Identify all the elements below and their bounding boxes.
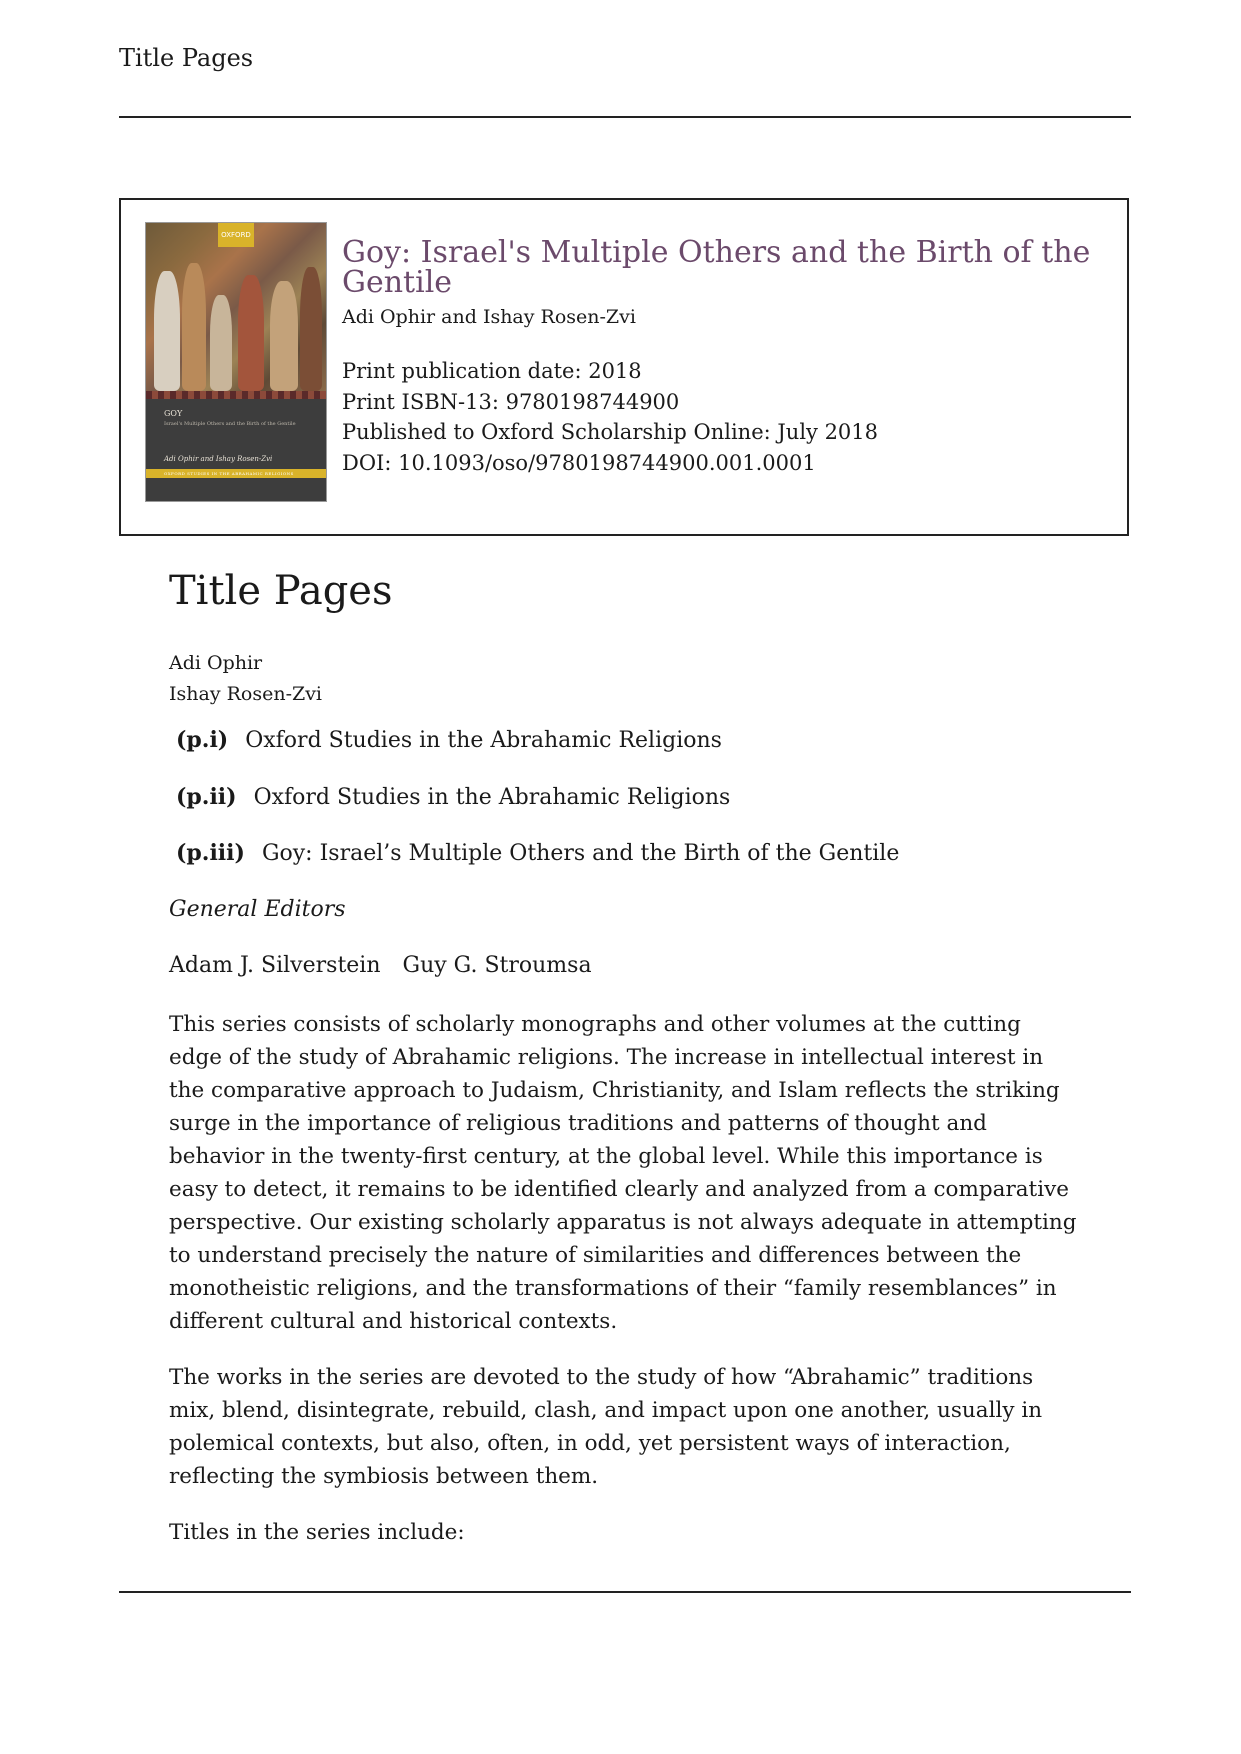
cover-figure [300, 267, 322, 391]
page-number: (p.ii) [176, 783, 237, 810]
cover-figure [270, 281, 298, 391]
book-authors: Adi Ophir and Ishay Rosen-Zvi [342, 306, 636, 328]
cover-subtitle: Israel's Multiple Others and the Birth of the Gentile [164, 421, 296, 427]
book-info-box [119, 198, 1129, 536]
page-text: Oxford Studies in the Abrahamic Religions [253, 784, 731, 810]
cover-figure [238, 275, 264, 391]
page-entry [176, 726, 899, 783]
paragraph: The works in the series are devoted to the study of how “Abrahamic” traditions mix, blend, disintegrate, rebuild, clash, and impact upon one another, usually in polemical contexts, but also, often, in odd, yet persistent ways of interaction, reflecting the symbiosis between them. [169, 1365, 1043, 1489]
cover-figure [154, 271, 180, 391]
editor-name: Guy G. Stroumsa [402, 953, 592, 978]
chapter-title: Title Pages [169, 568, 393, 614]
paragraph: Titles in the series include: [169, 1520, 465, 1545]
header-rule [119, 116, 1131, 118]
book-metadata [342, 356, 878, 478]
footer-rule [119, 1591, 1131, 1593]
series-description [169, 1008, 1079, 1572]
paragraph: This series consists of scholarly monographs and other volumes at the cutting edge of the study of Abrahamic religions. The increase in intellectual interest in the comparative approach to Judaism, Christianity, and Islam reflects the striking surge in the importance of religious traditions and patterns of thought and behavior in the twenty-first century, at the global level. While this importance is easy to detect, it remains to be identified clearly and analyzed from a comparative perspective. Our existing scholarly apparatus is not always adequate in attempting to understand precisely the nature of similarities and differences between the monotheistic religions, and the transformations of their “family resemblances” in different cultural and historical contexts. [169, 1012, 1077, 1334]
page-text: Oxford Studies in the Abrahamic Religions [245, 728, 722, 753]
book-cover-image[interactable] [145, 222, 327, 502]
page-number: (p.i) [176, 727, 229, 753]
doi: DOI: 10.1093/oso/9780198744900.001.0001 [342, 450, 816, 475]
page-number: (p.iii) [176, 840, 245, 866]
author-name: Ishay Rosen-Zvi [169, 683, 323, 705]
cover-figure [210, 295, 232, 391]
cover-artwork [146, 223, 326, 391]
book-title-link[interactable]: Goy: Israel's Multiple Others and the Birth of the Gentile [342, 235, 1091, 300]
publisher-logo: OXFORD [218, 223, 254, 247]
page-list [176, 726, 899, 896]
author-name: Adi Ophir [169, 652, 263, 674]
running-head: Title Pages [119, 44, 254, 72]
editor-name: Adam J. Silverstein [169, 953, 381, 978]
print-isbn: Print ISBN-13: 9780198744900 [342, 389, 680, 414]
general-editors-names [169, 952, 592, 980]
cover-figure [182, 263, 206, 391]
page-text: Goy: Israel’s Multiple Others and the Birth of the Gentile [261, 841, 900, 866]
chapter-authors [169, 648, 322, 710]
online-publication-date: Published to Oxford Scholarship Online: July 2018 [342, 420, 879, 444]
page-entry [176, 783, 899, 840]
page-entry [176, 839, 899, 896]
cover-band [146, 391, 326, 399]
print-publication-date: Print publication date: 2018 [342, 359, 642, 383]
cover-series-name: OXFORD STUDIES IN THE ABRAHAMIC RELIGIONS [164, 471, 294, 476]
general-editors-heading: General Editors [169, 897, 346, 922]
cover-authors: Adi Ophir and Ishay Rosen-Zvi [164, 455, 273, 463]
cover-title: GOY [164, 409, 183, 418]
